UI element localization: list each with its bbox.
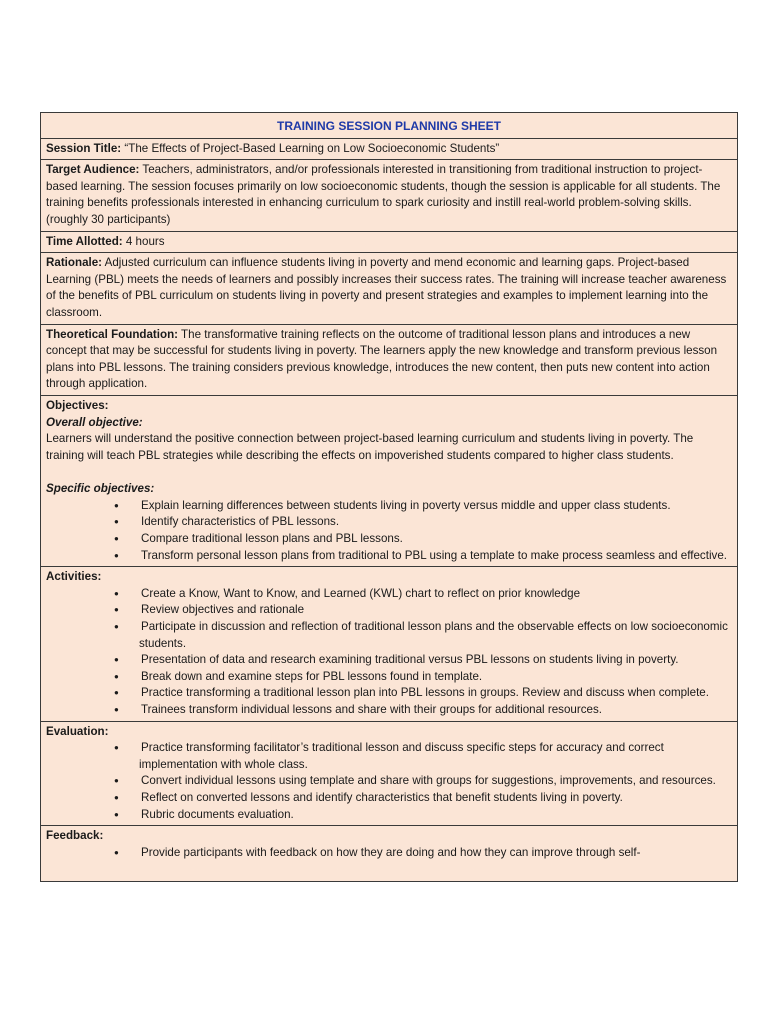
overall-objective-text: Learners will understand the positive connection between project-based learning curriculum and students living in poverty. The training will teach PBL strategies while describing the effects on impoverished students compared to higher class students. bbox=[46, 432, 694, 462]
evaluation-row bbox=[41, 722, 737, 827]
list-item: ● Reflect on converted lessons and identify characteristics that benefit students living in poverty. bbox=[46, 790, 732, 807]
planning-sheet-table bbox=[40, 112, 738, 882]
list-item: ● Trainees transform individual lessons and share with their groups for additional resources. bbox=[46, 702, 732, 719]
theoretical-foundation-text: The transformative training reflects on the outcome of traditional lesson plans and introduces a new concept that may be successful for students living in poverty. The learners apply the new knowledge and transform previous lesson plans into PBL lessons. The training considers previous knowledge, introduces the new content, then puts new content into action through application. bbox=[46, 327, 718, 391]
list-item: ● Review objectives and rationale bbox=[46, 602, 732, 619]
list-item: ● Provide participants with feedback on how they are doing and how they can improve through self- bbox=[46, 845, 732, 862]
list-item: ● Practice transforming facilitator’s traditional lesson and discuss specific steps for accuracy and correct implementation with whole class. bbox=[46, 740, 732, 773]
list-item: ● Convert individual lessons using template and share with groups for suggestions, improvements, and resources. bbox=[46, 773, 732, 790]
list-item: ● Break down and examine steps for PBL lessons found in template. bbox=[46, 669, 732, 686]
target-audience-row bbox=[41, 160, 737, 231]
list-item: ● Compare traditional lesson plans and PBL lessons. bbox=[46, 531, 732, 548]
objectives-row bbox=[41, 396, 737, 567]
feedback-content bbox=[46, 845, 732, 879]
rationale-label: Rationale: bbox=[46, 256, 103, 270]
session-title-text: “The Effects of Project-Based Learning on Low Socioeconomic Students” bbox=[121, 141, 500, 155]
list-item: ● Participate in discussion and reflection of traditional lesson plans and the observable effects on low socioeconomic students. bbox=[46, 619, 732, 652]
feedback-row bbox=[41, 826, 737, 881]
rationale-row bbox=[41, 253, 737, 324]
list-item: ● Transform personal lesson plans from traditional to PBL using a template to make process seamless and effective. bbox=[46, 548, 732, 565]
sheet-header-row bbox=[41, 113, 737, 139]
theoretical-foundation-label: Theoretical Foundation: bbox=[46, 327, 179, 341]
list-item: ● Presentation of data and research examining traditional versus PBL lessons on students living in poverty. bbox=[46, 652, 732, 669]
target-audience-label: Target Audience: bbox=[46, 163, 140, 177]
rationale-text: Adjusted curriculum can influence students living in poverty and mend economic and learning gaps. Project-based Learning (PBL) meets the needs of learners and possibly increases their success rates. The training will increase teacher awareness of the benefits of PBL curriculum on students living in poverty and present strategies and examples to implement learning into the classroom. bbox=[46, 256, 727, 319]
specific-objectives-list bbox=[46, 498, 732, 564]
activities-list bbox=[46, 586, 732, 719]
list-item: ● Practice transforming a traditional lesson plan into PBL lessons in groups. Review and discuss when complete. bbox=[46, 685, 732, 702]
list-item: ● Create a Know, Want to Know, and Learned (KWL) chart to reflect on prior knowledge bbox=[46, 586, 732, 603]
target-audience-text: Teachers, administrators, and/or professionals interested in transitioning from traditional instruction to project-based learning. The session focuses primarily on low socioeconomic students, though the session is applicable for all students. The training benefits professionals interested in enhancing curriculum to spark curiosity and instill real-world problem-solving skills. (roughly 30 participants) bbox=[46, 163, 721, 226]
feedback-label: Feedback: bbox=[46, 829, 104, 843]
overall-objective-label: Overall objective: bbox=[46, 415, 143, 429]
evaluation-list bbox=[46, 740, 732, 823]
session-title-label: Session Title: bbox=[46, 141, 122, 155]
spacer bbox=[46, 464, 732, 481]
specific-objectives-label: Specific objectives: bbox=[46, 482, 155, 496]
time-allotted-label: Time Allotted: bbox=[46, 234, 123, 248]
activities-row bbox=[41, 567, 737, 721]
evaluation-label: Evaluation: bbox=[46, 724, 109, 738]
sheet-title: TRAINING SESSION PLANNING SHEET bbox=[276, 119, 502, 133]
list-item: ● Explain learning differences between students living in poverty versus middle and upper class students. bbox=[46, 498, 732, 515]
list-item: ● Identify characteristics of PBL lessons. bbox=[46, 514, 732, 531]
time-allotted-row bbox=[41, 232, 737, 254]
objectives-label: Objectives: bbox=[46, 398, 109, 412]
list-item: ● Rubric documents evaluation. bbox=[46, 807, 732, 824]
feedback-list bbox=[46, 845, 732, 862]
activities-label: Activities: bbox=[46, 570, 102, 584]
session-title-row bbox=[41, 139, 737, 161]
theoretical-foundation-row bbox=[41, 325, 737, 396]
time-allotted-text: 4 hours bbox=[122, 234, 165, 248]
